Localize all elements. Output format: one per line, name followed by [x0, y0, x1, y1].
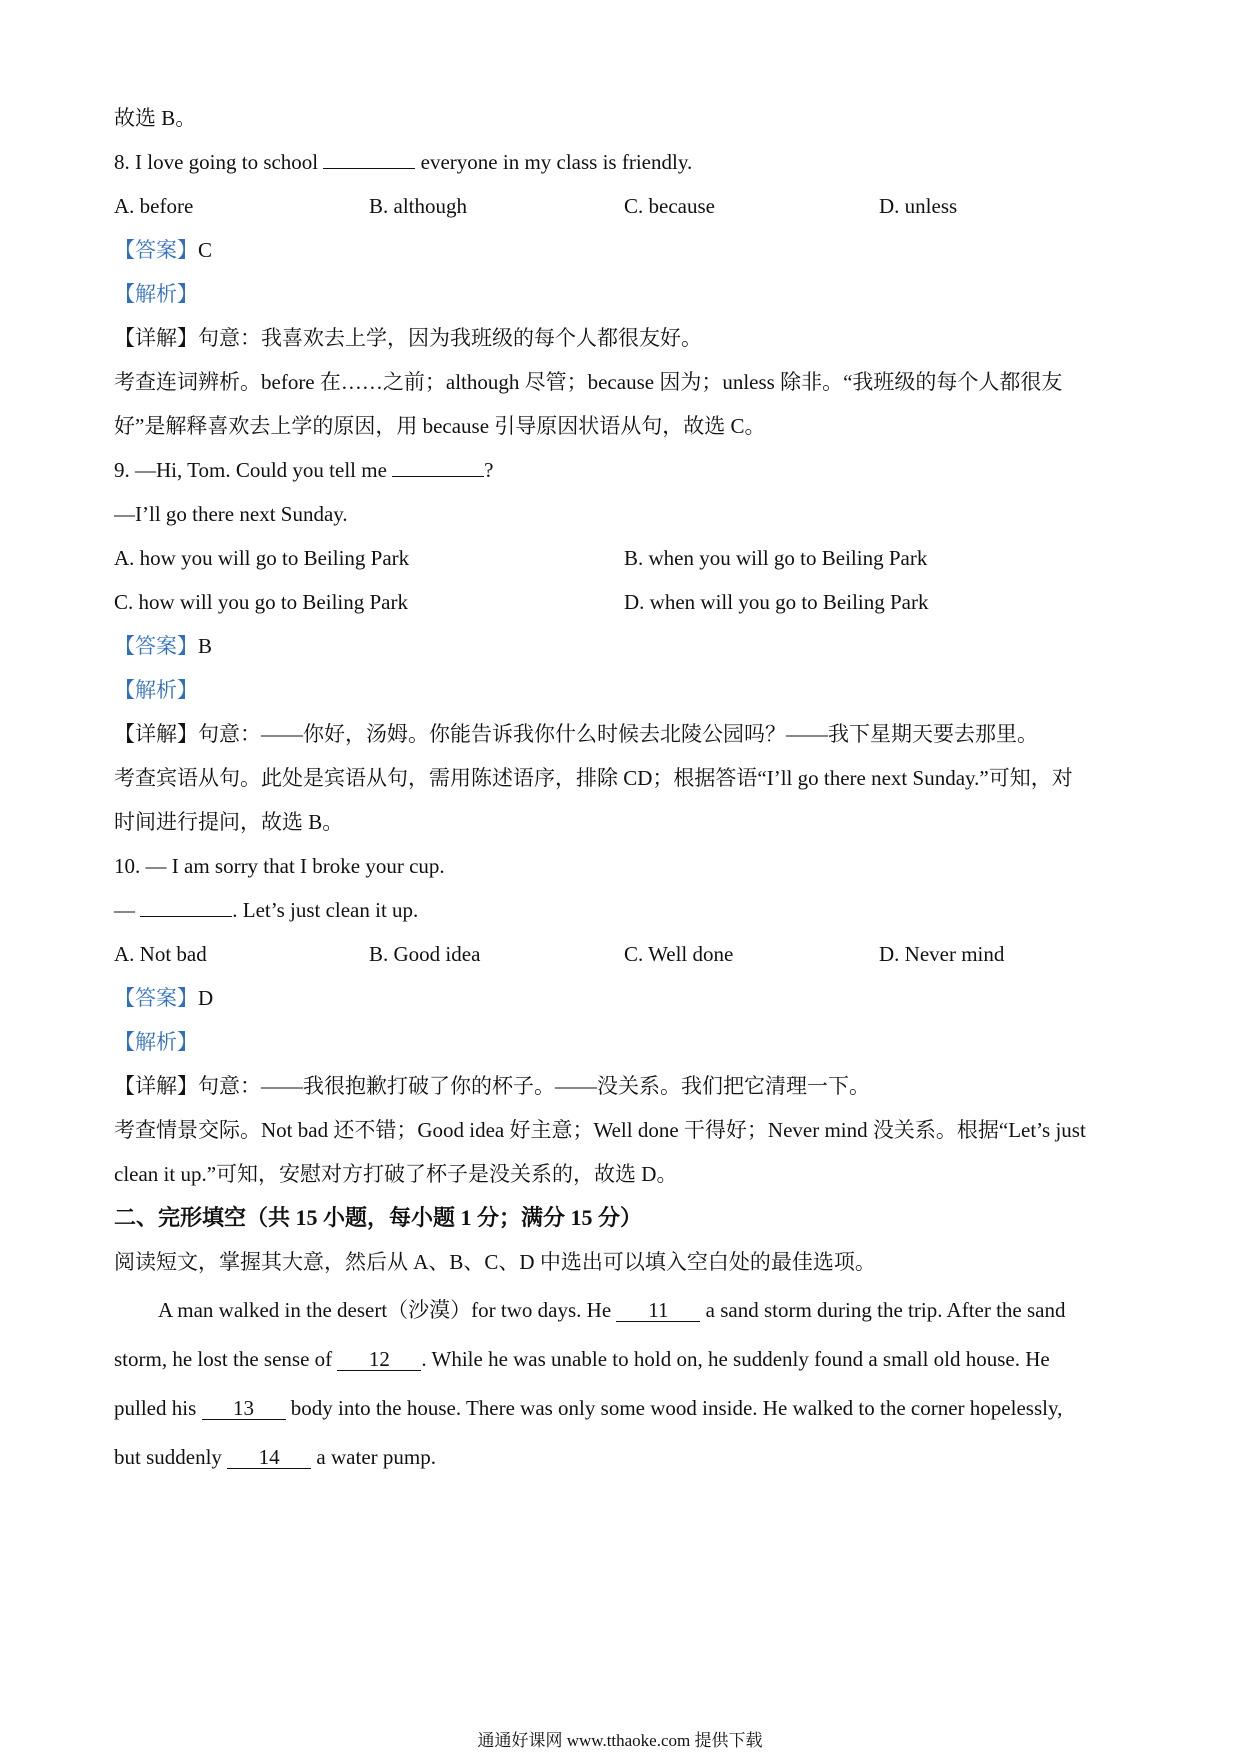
q9-explanation-line-1: 考查宾语从句。此处是宾语从句，需用陈述语序，排除 CD；根据答语“I’ll go there next Sunday.”可知，对 [114, 766, 1073, 790]
passage-text: body into the house. There was only some wood inside. He walked to the corner hopelessly, [285, 1396, 1063, 1420]
detail-tag: 【详解】 [114, 1074, 198, 1098]
answer-tag: 【答案】 [114, 238, 198, 262]
detail-tag: 【详解】 [114, 326, 198, 350]
q8-option-c: C. because [624, 194, 715, 218]
detail-text: 句意：——我很抱歉打破了你的杯子。——没关系。我们把它清理一下。 [198, 1074, 870, 1098]
q10-reply-part2: . Let’s just clean it up. [232, 898, 419, 922]
q8-stem-part1: 8. I love going to school [114, 150, 324, 174]
question-9-stem [114, 456, 493, 484]
question-8-stem [114, 148, 692, 176]
q8-detail [114, 324, 702, 352]
q10-reply [114, 896, 418, 924]
q8-option-b: B. although [369, 194, 467, 218]
q10-reply-part1: — [114, 898, 141, 922]
q8-explanation-line-2: 好”是解释喜欢去上学的原因，用 because 引导原因状语从句，故选 C。 [114, 414, 766, 438]
q10-option-b: B. Good idea [369, 942, 481, 966]
answer-letter: D [198, 986, 214, 1010]
answer-blank [323, 148, 415, 169]
q10-option-c: C. Well done [624, 942, 734, 966]
previous-answer-tail: 故选 B。 [114, 106, 197, 130]
q10-explanation-line-2: clean it up.”可知，安慰对方打破了杯子是没关系的，故选 D。 [114, 1162, 678, 1186]
q10-option-a: A. Not bad [114, 942, 207, 966]
q8-analysis [114, 280, 198, 308]
passage-text: a water pump. [311, 1445, 436, 1469]
detail-text: 句意：我喜欢去上学，因为我班级的每个人都很友好。 [198, 326, 702, 350]
q8-answer [114, 236, 212, 264]
answer-letter: B [198, 634, 213, 658]
q9-option-d: D. when will you go to Beiling Park [624, 590, 929, 614]
question-10-stem: 10. — I am sorry that I broke your cup. [114, 854, 445, 878]
answer-tag: 【答案】 [114, 634, 198, 658]
q9-detail [114, 720, 1038, 748]
analysis-tag: 【解析】 [114, 678, 198, 702]
detail-text: 句意：——你好，汤姆。你能告诉我你什么时候去北陵公园吗？——我下星期天要去那里。 [198, 722, 1038, 746]
passage-line-4 [114, 1443, 436, 1471]
section-heading: 二、完形填空（共 15 小题，每小题 1 分；满分 15 分） [114, 1205, 643, 1230]
cloze-blank-14: 14 [227, 1446, 311, 1469]
q9-stem-part1: 9. —Hi, Tom. Could you tell me [114, 458, 393, 482]
q9-analysis [114, 676, 198, 704]
section-instruction: 阅读短文，掌握其大意，然后从 A、B、C、D 中选出可以填入空白处的最佳选项。 [114, 1250, 876, 1274]
passage-text: A man walked in the desert（沙漠）for two days. He [158, 1298, 617, 1322]
q10-explanation-line-1: 考查情景交际。Not bad 还不错；Good idea 好主意；Well done 干得好；Never mind 没关系。根据“Let’s just [114, 1118, 1086, 1142]
q9-reply: —I’ll go there next Sunday. [114, 502, 348, 526]
q10-analysis [114, 1028, 198, 1056]
q9-option-c: C. how will you go to Beiling Park [114, 590, 408, 614]
analysis-tag: 【解析】 [114, 1030, 198, 1054]
q8-option-d: D. unless [879, 194, 958, 218]
q10-option-d: D. Never mind [879, 942, 1005, 966]
answer-blank [140, 896, 232, 917]
q8-explanation-line-1: 考查连词辨析。before 在……之前；although 尽管；because 因为；unless 除非。“我班级的每个人都很友 [114, 370, 1063, 394]
passage-text: pulled his [114, 1396, 202, 1420]
passage-line-1 [158, 1296, 1066, 1324]
q9-answer [114, 632, 212, 660]
answer-letter: C [198, 238, 213, 262]
cloze-blank-11: 11 [616, 1299, 700, 1322]
passage-text: a sand storm during the trip. After the sand [700, 1298, 1066, 1322]
q9-option-b: B. when you will go to Beiling Park [624, 546, 928, 570]
q9-explanation-line-2: 时间进行提问，故选 B。 [114, 810, 344, 834]
page-footer: 通通好课网 www.tthaoke.com 提供下载 [477, 1731, 763, 1750]
passage-line-3 [114, 1394, 1062, 1422]
analysis-tag: 【解析】 [114, 282, 198, 306]
detail-tag: 【详解】 [114, 722, 198, 746]
passage-text: storm, he lost the sense of [114, 1347, 338, 1371]
answer-tag: 【答案】 [114, 986, 198, 1010]
answer-blank [392, 456, 484, 477]
cloze-blank-13: 13 [202, 1397, 286, 1420]
q10-answer [114, 984, 213, 1012]
q9-option-a: A. how you will go to Beiling Park [114, 546, 410, 570]
q8-stem-part2: everyone in my class is friendly. [415, 150, 693, 174]
cloze-blank-12: 12 [337, 1348, 421, 1371]
passage-line-2 [114, 1345, 1050, 1373]
passage-text: but suddenly [114, 1445, 228, 1469]
passage-text: . While he was unable to hold on, he suddenly found a small old house. He [421, 1347, 1050, 1371]
q10-detail [114, 1072, 870, 1100]
q9-stem-part2: ? [484, 458, 494, 482]
q8-option-a: A. before [114, 194, 194, 218]
